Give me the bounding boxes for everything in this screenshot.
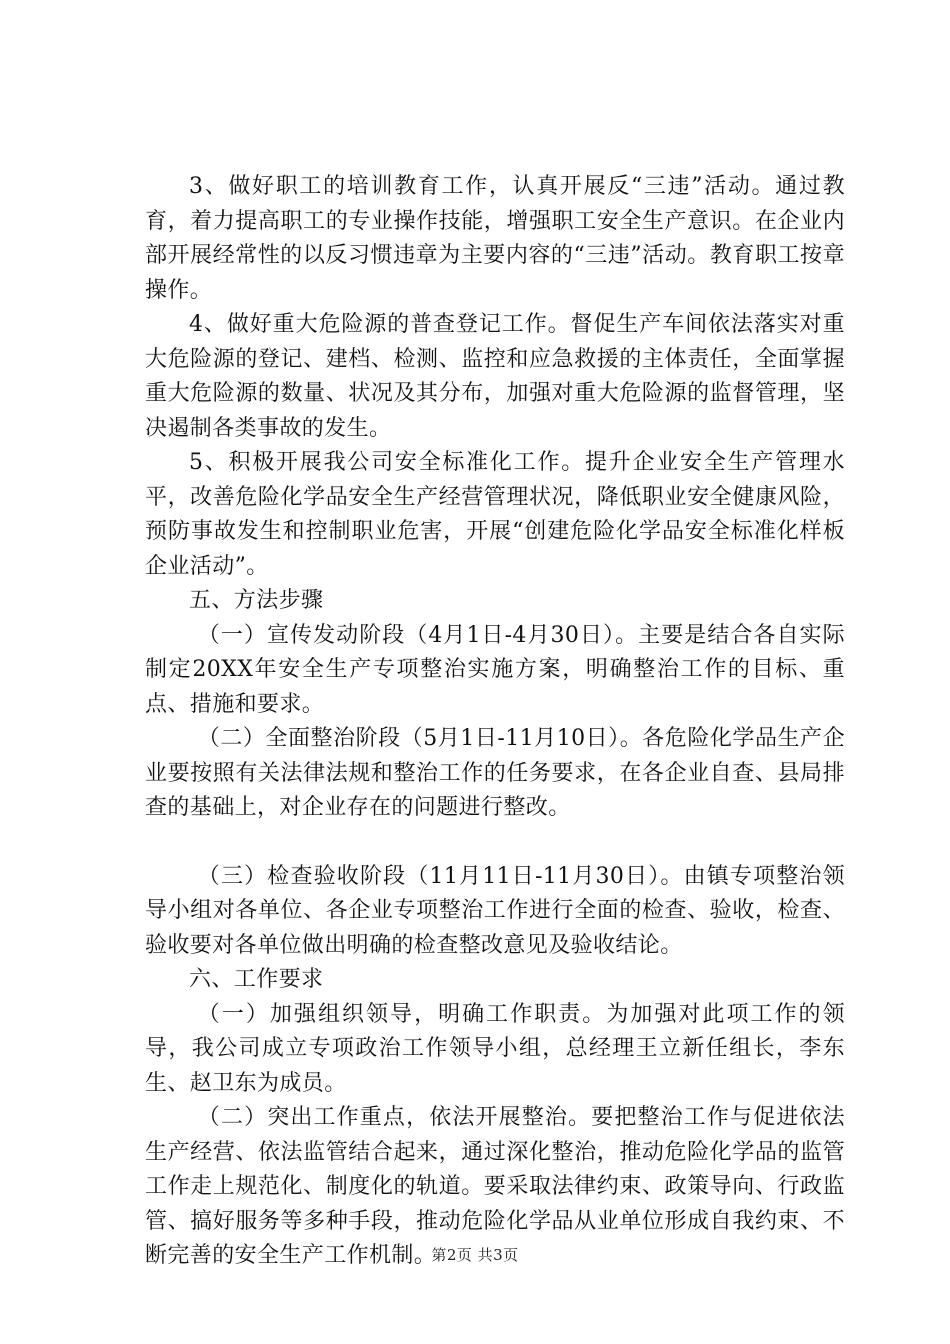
paragraph-training: 3、做好职工的培训教育工作，认真开展反“三违”活动。通过教育，着力提高职工的专业操作技能，增强职工安全生产意识。在企业内部开展经常性的以反习惯违章为主要内容的“三违”活动。教育职工按章操作。 <box>145 174 845 303</box>
document-body <box>145 170 845 1274</box>
paragraph-gap <box>145 826 845 860</box>
paragraph-step-rectification: （二）全面整治阶段（5月1日-11月10日）。各危险化学品生产企业要按照有关法律法规和整治工作的任务要求，在各企业自查、县局排查的基础上，对企业存在的问题进行整改。 <box>145 726 845 820</box>
paragraph-requirement-leadership: （一）加强组织领导，明确工作职责。为加强对此项工作的领导，我公司成立专项政治工作领导小组，总经理王立新任组长，李东生、赵卫东为成员。 <box>145 1001 845 1096</box>
paragraph-standardization: 5、积极开展我公司安全标准化工作。提升企业安全生产管理水平，改善危险化学品安全生产经营管理状况，降低职业安全健康风险，预防事故发生和控制职业危害，开展“创建危险化学品安全标准化样板企业活动”。 <box>145 450 845 579</box>
section-heading-requirements: 六、工作要求 <box>189 967 324 992</box>
paragraph-step-inspection: （三）检查验收阶段（11月11日-11月30日）。由镇专项整治领导小组对各单位、各企业专项整治工作进行全面的检查、验收，检查、验收要对各单位做出明确的检查整改意见及验收结论。 <box>145 863 845 958</box>
paragraph-hazard-source: 4、做好重大危险源的普查登记工作。督促生产车间依法落实对重大危险源的登记、建档、检测、监控和应急救援的主体责任，全面掌握重大危险源的数量、状况及其分布，加强对重大危险源的监督管理，坚决遏制各类事故的发生。 <box>145 312 845 441</box>
page-footer: 第2页 共3页 <box>431 1246 519 1264</box>
paragraph-requirement-focus: （二）突出工作重点，依法开展整治。要把整治工作与促进依法生产经营、依法监管结合起来，通过深化整治，推动危险化学品的监管工作走上规范化、制度化的轨道。要采取法律约束、政策导向、行政监管、搞好服务等多种手段，推动危险化学品从业单位形成自我约束、不断完善的安全生产工作机制。 <box>145 1105 845 1268</box>
paragraph-step-publicity: （一）宣传发动阶段（4月1日-4月30日）。主要是结合各自实际制定20XX年安全生产专项整治实施方案，明确整治工作的目标、重点、措施和要求。 <box>145 622 845 717</box>
section-heading-methods: 五、方法步骤 <box>189 588 324 613</box>
